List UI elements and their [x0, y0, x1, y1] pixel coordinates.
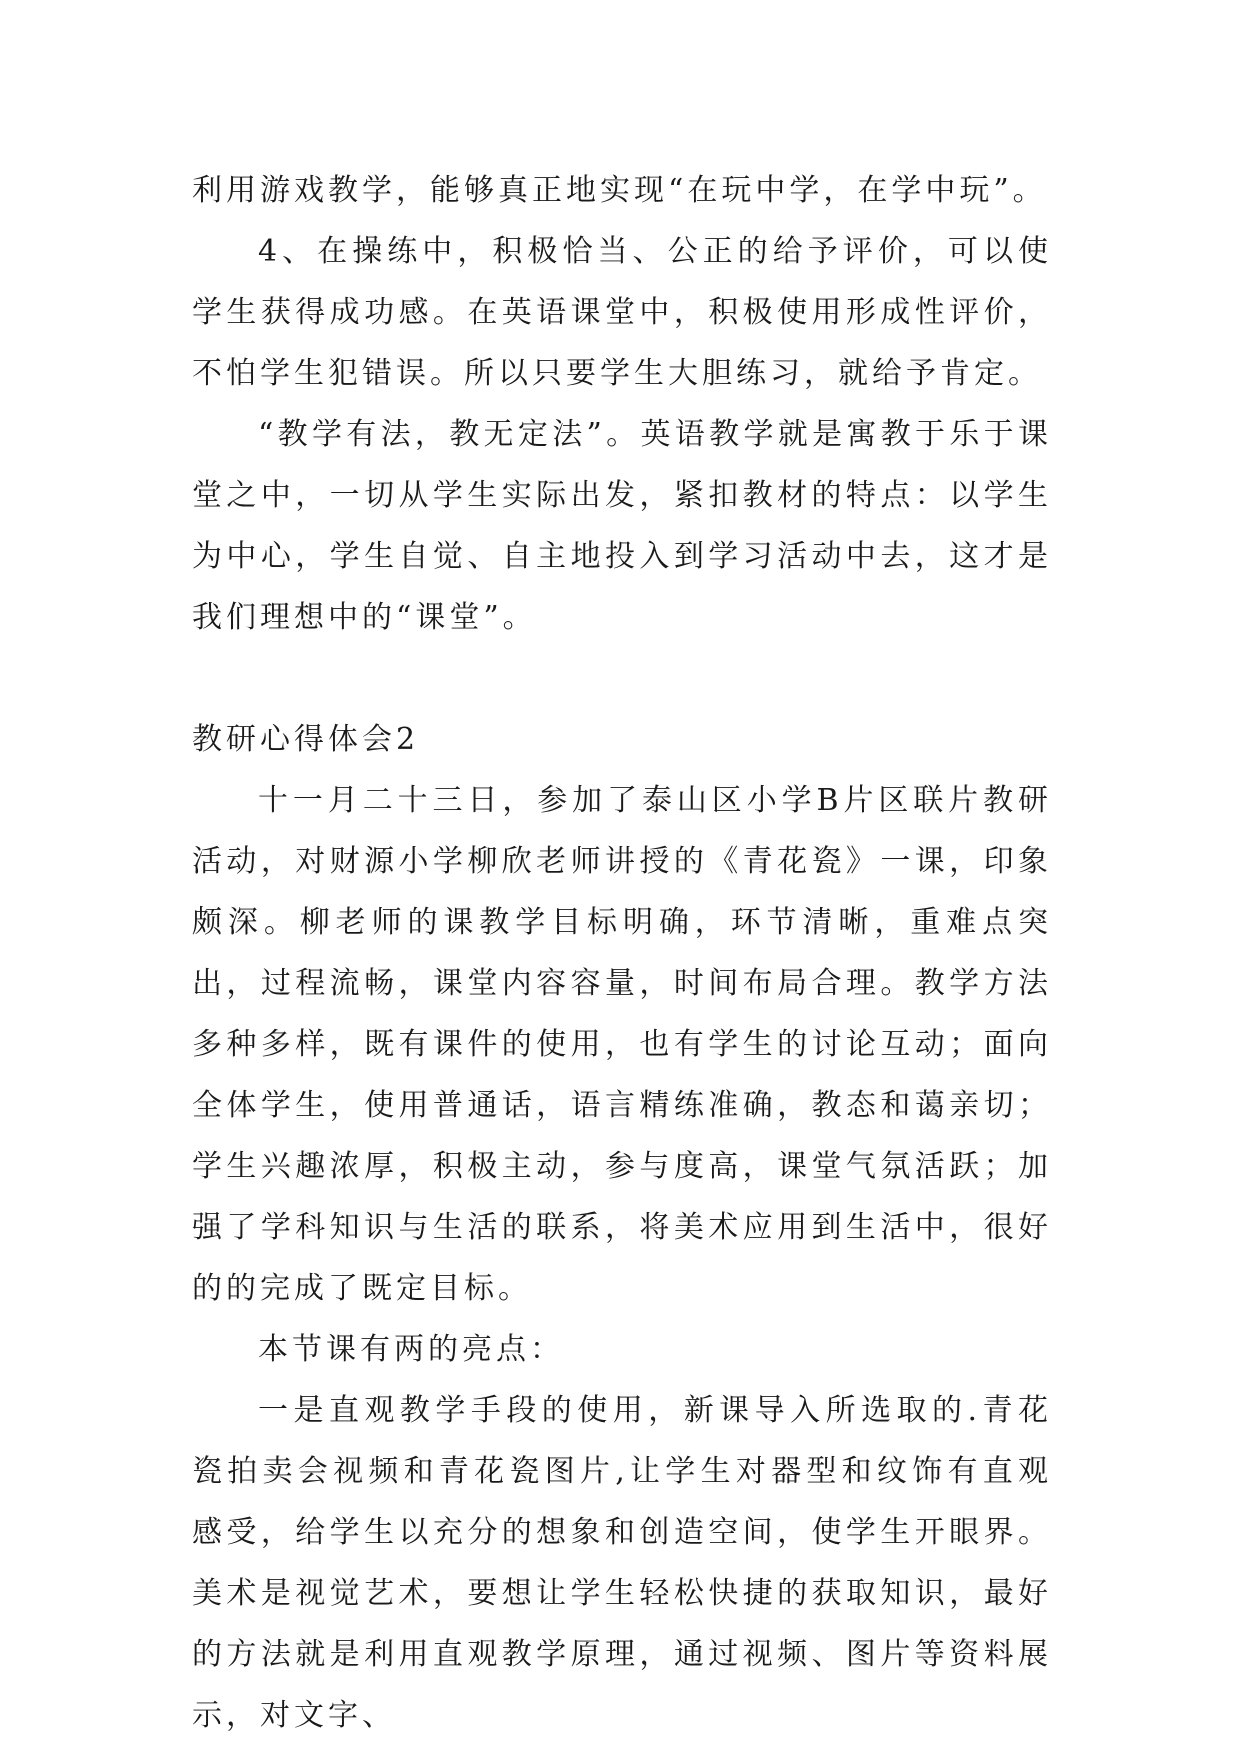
paragraph-6: 一是直观教学手段的使用，新课导入所选取的.青花瓷拍卖会视频和青花瓷图片,让学生对器型和纹饰有直观感受，给学生以充分的想象和创造空间，使学生开眼界。美术是视觉艺术，要想让学生轻松快捷的获取知识，最好的方法就是利用直观教学原理，通过视频、图片等资料展示，对文字、	[192, 1393, 1052, 1733]
paragraph-1: 利用游戏教学，能够真正地实现“在玩中学，在学中玩”。	[192, 173, 1047, 208]
paragraph-3: “教学有法，教无定法”。英语教学就是寓教于乐于课堂之中，一切从学生实际出发，紧扣教材的特点：以学生为中心，学生自觉、自主地投入到学习活动中去，这才是我们理想中的“课堂”。	[192, 417, 1052, 635]
document-body	[192, 160, 1052, 1746]
paragraph-4: 十一月二十三日，参加了泰山区小学B片区联片教研活动，对财源小学柳欣老师讲授的《青花瓷》一课，印象颇深。柳老师的课教学目标明确，环节清晰，重难点突出，过程流畅，课堂内容容量，时间布局合理。教学方法多种多样，既有课件的使用，也有学生的讨论互动；面向全体学生，使用普通话，语言精练准确，教态和蔼亲切；学生兴趣浓厚，积极主动，参与度高，课堂气氛活跃；加强了学科知识与生活的联系，将美术应用到生活中，很好的的完成了既定目标。	[192, 783, 1052, 1306]
section-gap	[192, 648, 1052, 709]
paragraph-5: 本节课有两的亮点：	[258, 1332, 564, 1367]
section-heading: 教研心得体会2	[192, 722, 420, 757]
paragraph-2: 4、在操练中，积极恰当、公正的给予评价，可以使学生获得成功感。在英语课堂中，积极使用形成性评价，不怕学生犯错误。所以只要学生大胆练习，就给予肯定。	[192, 234, 1052, 391]
